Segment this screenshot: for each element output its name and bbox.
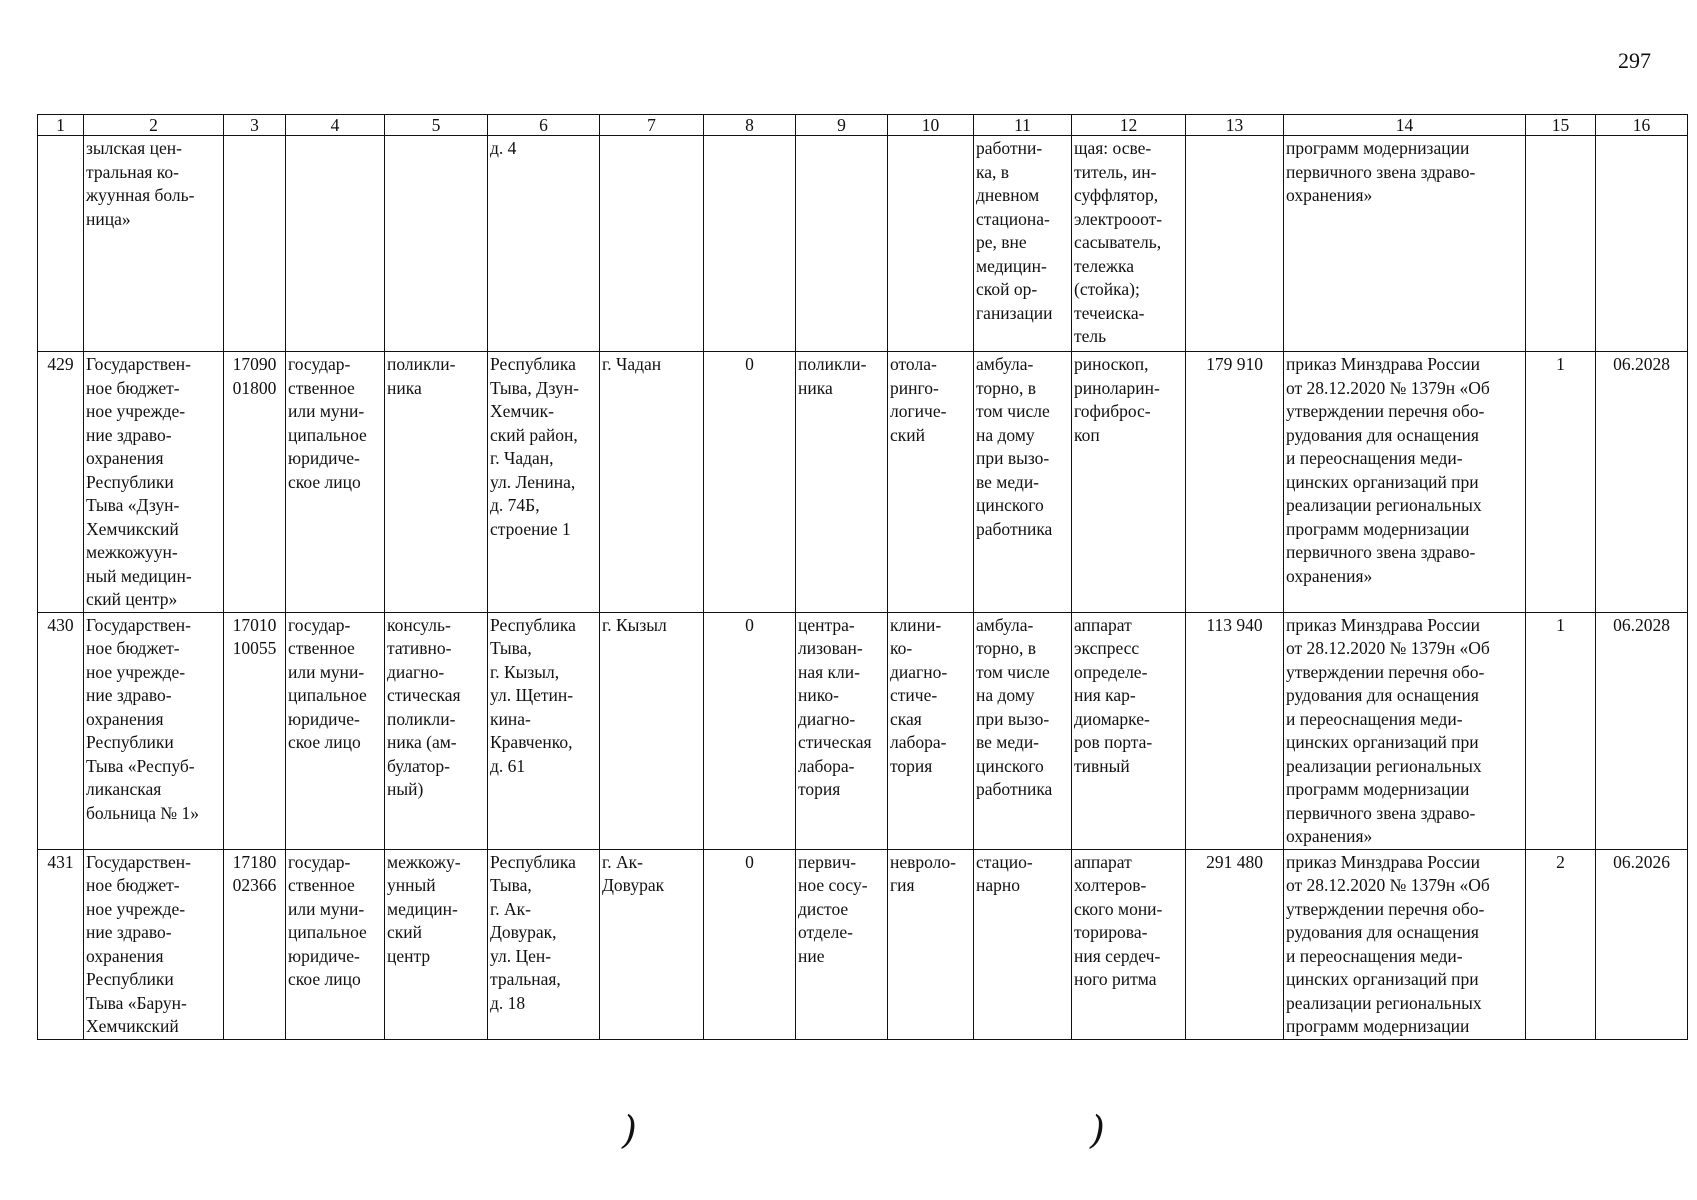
- table-row: [38, 136, 1688, 352]
- division-cell: первич- ное сосу- дистое отделе- ние: [796, 849, 888, 1039]
- legal-form-cell: государ- ственное или муни- ципальное юридиче- ское лицо: [286, 612, 385, 849]
- row-number-cell: 430: [38, 612, 84, 849]
- address-cell: д. 4: [488, 136, 600, 352]
- address-cell: Республика Тыва, г. Кызыл, ул. Щетин- кина- Кравченко, д. 61: [488, 612, 600, 849]
- facility-type-cell: консуль- тативно- диагно- стическая поликли- ника (ам- булатор- ный): [385, 612, 488, 849]
- row-number-cell: 431: [38, 849, 84, 1039]
- care-conditions-cell: работни- ка, в дневном стациона- ре, вне медицин- ской ор- ганизации: [974, 136, 1072, 352]
- date-cell: 06.2026: [1596, 849, 1688, 1039]
- table-row: [38, 352, 1688, 613]
- basis-cell: приказ Минздрава России от 28.12.2020 № 1379н «Об утверждении перечня обо- рудования для оснащения и переоснащения меди- цинских организаций при реализации региональных программ модернизации первичного звена здраво- охранения»: [1284, 352, 1526, 613]
- care-conditions-cell: стацио- нарно: [974, 849, 1072, 1039]
- basis-cell: приказ Минздрава России от 28.12.2020 № 1379н «Об утверждении перечня обо- рудования для оснащения и переоснащения меди- цинских организаций при реализации региональных программ модернизации: [1284, 849, 1526, 1039]
- legal-form-cell: [286, 136, 385, 352]
- price-cell: 291 480: [1186, 849, 1284, 1039]
- legal-form-cell: государ- ственное или муни- ципальное юридиче- ское лицо: [286, 352, 385, 613]
- price-cell: [1186, 136, 1284, 352]
- column-8-cell: 0: [704, 849, 796, 1039]
- footer-mark: ): [622, 1108, 637, 1152]
- organization-cell: зылская цен- тральная ко- жуунная боль- ница»: [84, 136, 224, 352]
- facility-type-cell: межкожу- унный медицин- ский центр: [385, 849, 488, 1039]
- quantity-cell: 1: [1526, 352, 1596, 613]
- column-header: 3: [224, 115, 286, 136]
- row-number-cell: [38, 136, 84, 352]
- column-header: 12: [1072, 115, 1186, 136]
- legal-form-cell: государ- ственное или муни- ципальное юридиче- ское лицо: [286, 849, 385, 1039]
- profile-cell: отола- ринго- логиче- ский: [888, 352, 974, 613]
- column-header: 7: [600, 115, 704, 136]
- quantity-cell: 1: [1526, 612, 1596, 849]
- division-cell: поликли- ника: [796, 352, 888, 613]
- equipment-cell: аппарат экспресс определе- ния кар- диомарке- ров порта- тивный: [1072, 612, 1186, 849]
- address-cell: Республика Тыва, г. Ак- Довурак, ул. Цен- тральная, д. 18: [488, 849, 600, 1039]
- column-header: 14: [1284, 115, 1526, 136]
- profile-cell: клини- ко- диагно- стиче- ская лабора- тория: [888, 612, 974, 849]
- organization-cell: Государствен- ное бюджет- ное учрежде- ние здраво- охранения Республики Тыва «Дзун- Хемчикский межкожуун- ный медицин- ский центр»: [84, 352, 224, 613]
- code-cell: [224, 136, 286, 352]
- quantity-cell: [1526, 136, 1596, 352]
- table-row: [38, 612, 1688, 849]
- equipment-cell: аппарат холтеров- ского мони- торирова- ния сердеч- ного ритма: [1072, 849, 1186, 1039]
- quantity-cell: 2: [1526, 849, 1596, 1039]
- column-8-cell: [704, 136, 796, 352]
- row-number-cell: 429: [38, 352, 84, 613]
- table-row: [38, 849, 1688, 1039]
- column-8-cell: 0: [704, 352, 796, 613]
- division-cell: [796, 136, 888, 352]
- basis-cell: приказ Минздрава России от 28.12.2020 № 1379н «Об утверждении перечня обо- рудования для оснащения и переоснащения меди- цинских организаций при реализации региональных программ модернизации первичного звена здраво- охранения»: [1284, 612, 1526, 849]
- city-cell: г. Чадан: [600, 352, 704, 613]
- column-header: 1: [38, 115, 84, 136]
- column-header: 4: [286, 115, 385, 136]
- code-cell: 17180 02366: [224, 849, 286, 1039]
- price-cell: 179 910: [1186, 352, 1284, 613]
- page-number: 297: [1618, 48, 1651, 73]
- column-header: 10: [888, 115, 974, 136]
- basis-cell: программ модернизации первичного звена здраво- охранения»: [1284, 136, 1526, 352]
- footer-mark: ): [1090, 1108, 1105, 1152]
- date-cell: 06.2028: [1596, 352, 1688, 613]
- column-header: 5: [385, 115, 488, 136]
- equipment-table: [37, 114, 1688, 1040]
- code-cell: 17090 01800: [224, 352, 286, 613]
- price-cell: 113 940: [1186, 612, 1284, 849]
- city-cell: г. Кызыл: [600, 612, 704, 849]
- column-header: 2: [84, 115, 224, 136]
- column-header: 15: [1526, 115, 1596, 136]
- column-8-cell: 0: [704, 612, 796, 849]
- city-cell: г. Ак- Довурак: [600, 849, 704, 1039]
- column-header: 8: [704, 115, 796, 136]
- column-header: 16: [1596, 115, 1688, 136]
- column-header: 13: [1186, 115, 1284, 136]
- code-cell: 17010 10055: [224, 612, 286, 849]
- equipment-cell: щая: осве- титель, ин- суффлятор, электрооот- сасыватель, тележка (стойка); течеиска- тель: [1072, 136, 1186, 352]
- date-cell: 06.2028: [1596, 612, 1688, 849]
- date-cell: [1596, 136, 1688, 352]
- equipment-cell: риноскоп, риноларин- гофиброс- коп: [1072, 352, 1186, 613]
- division-cell: центра- лизован- ная кли- нико- диагно- стическая лабора- тория: [796, 612, 888, 849]
- care-conditions-cell: амбула- торно, в том числе на дому при вызо- ве меди- цинского работника: [974, 612, 1072, 849]
- address-cell: Республика Тыва, Дзун- Хемчик- ский район, г. Чадан, ул. Ленина, д. 74Б, строение 1: [488, 352, 600, 613]
- column-header: 9: [796, 115, 888, 136]
- organization-cell: Государствен- ное бюджет- ное учрежде- ние здраво- охранения Республики Тыва «Барун- Хемчикский: [84, 849, 224, 1039]
- header-row: [38, 115, 1688, 136]
- facility-type-cell: поликли- ника: [385, 352, 488, 613]
- profile-cell: [888, 136, 974, 352]
- column-header: 6: [488, 115, 600, 136]
- care-conditions-cell: амбула- торно, в том числе на дому при вызо- ве меди- цинского работника: [974, 352, 1072, 613]
- organization-cell: Государствен- ное бюджет- ное учрежде- ние здраво- охранения Республики Тыва «Респуб- ликанская больница № 1»: [84, 612, 224, 849]
- column-header: 11: [974, 115, 1072, 136]
- facility-type-cell: [385, 136, 488, 352]
- profile-cell: невроло- гия: [888, 849, 974, 1039]
- city-cell: [600, 136, 704, 352]
